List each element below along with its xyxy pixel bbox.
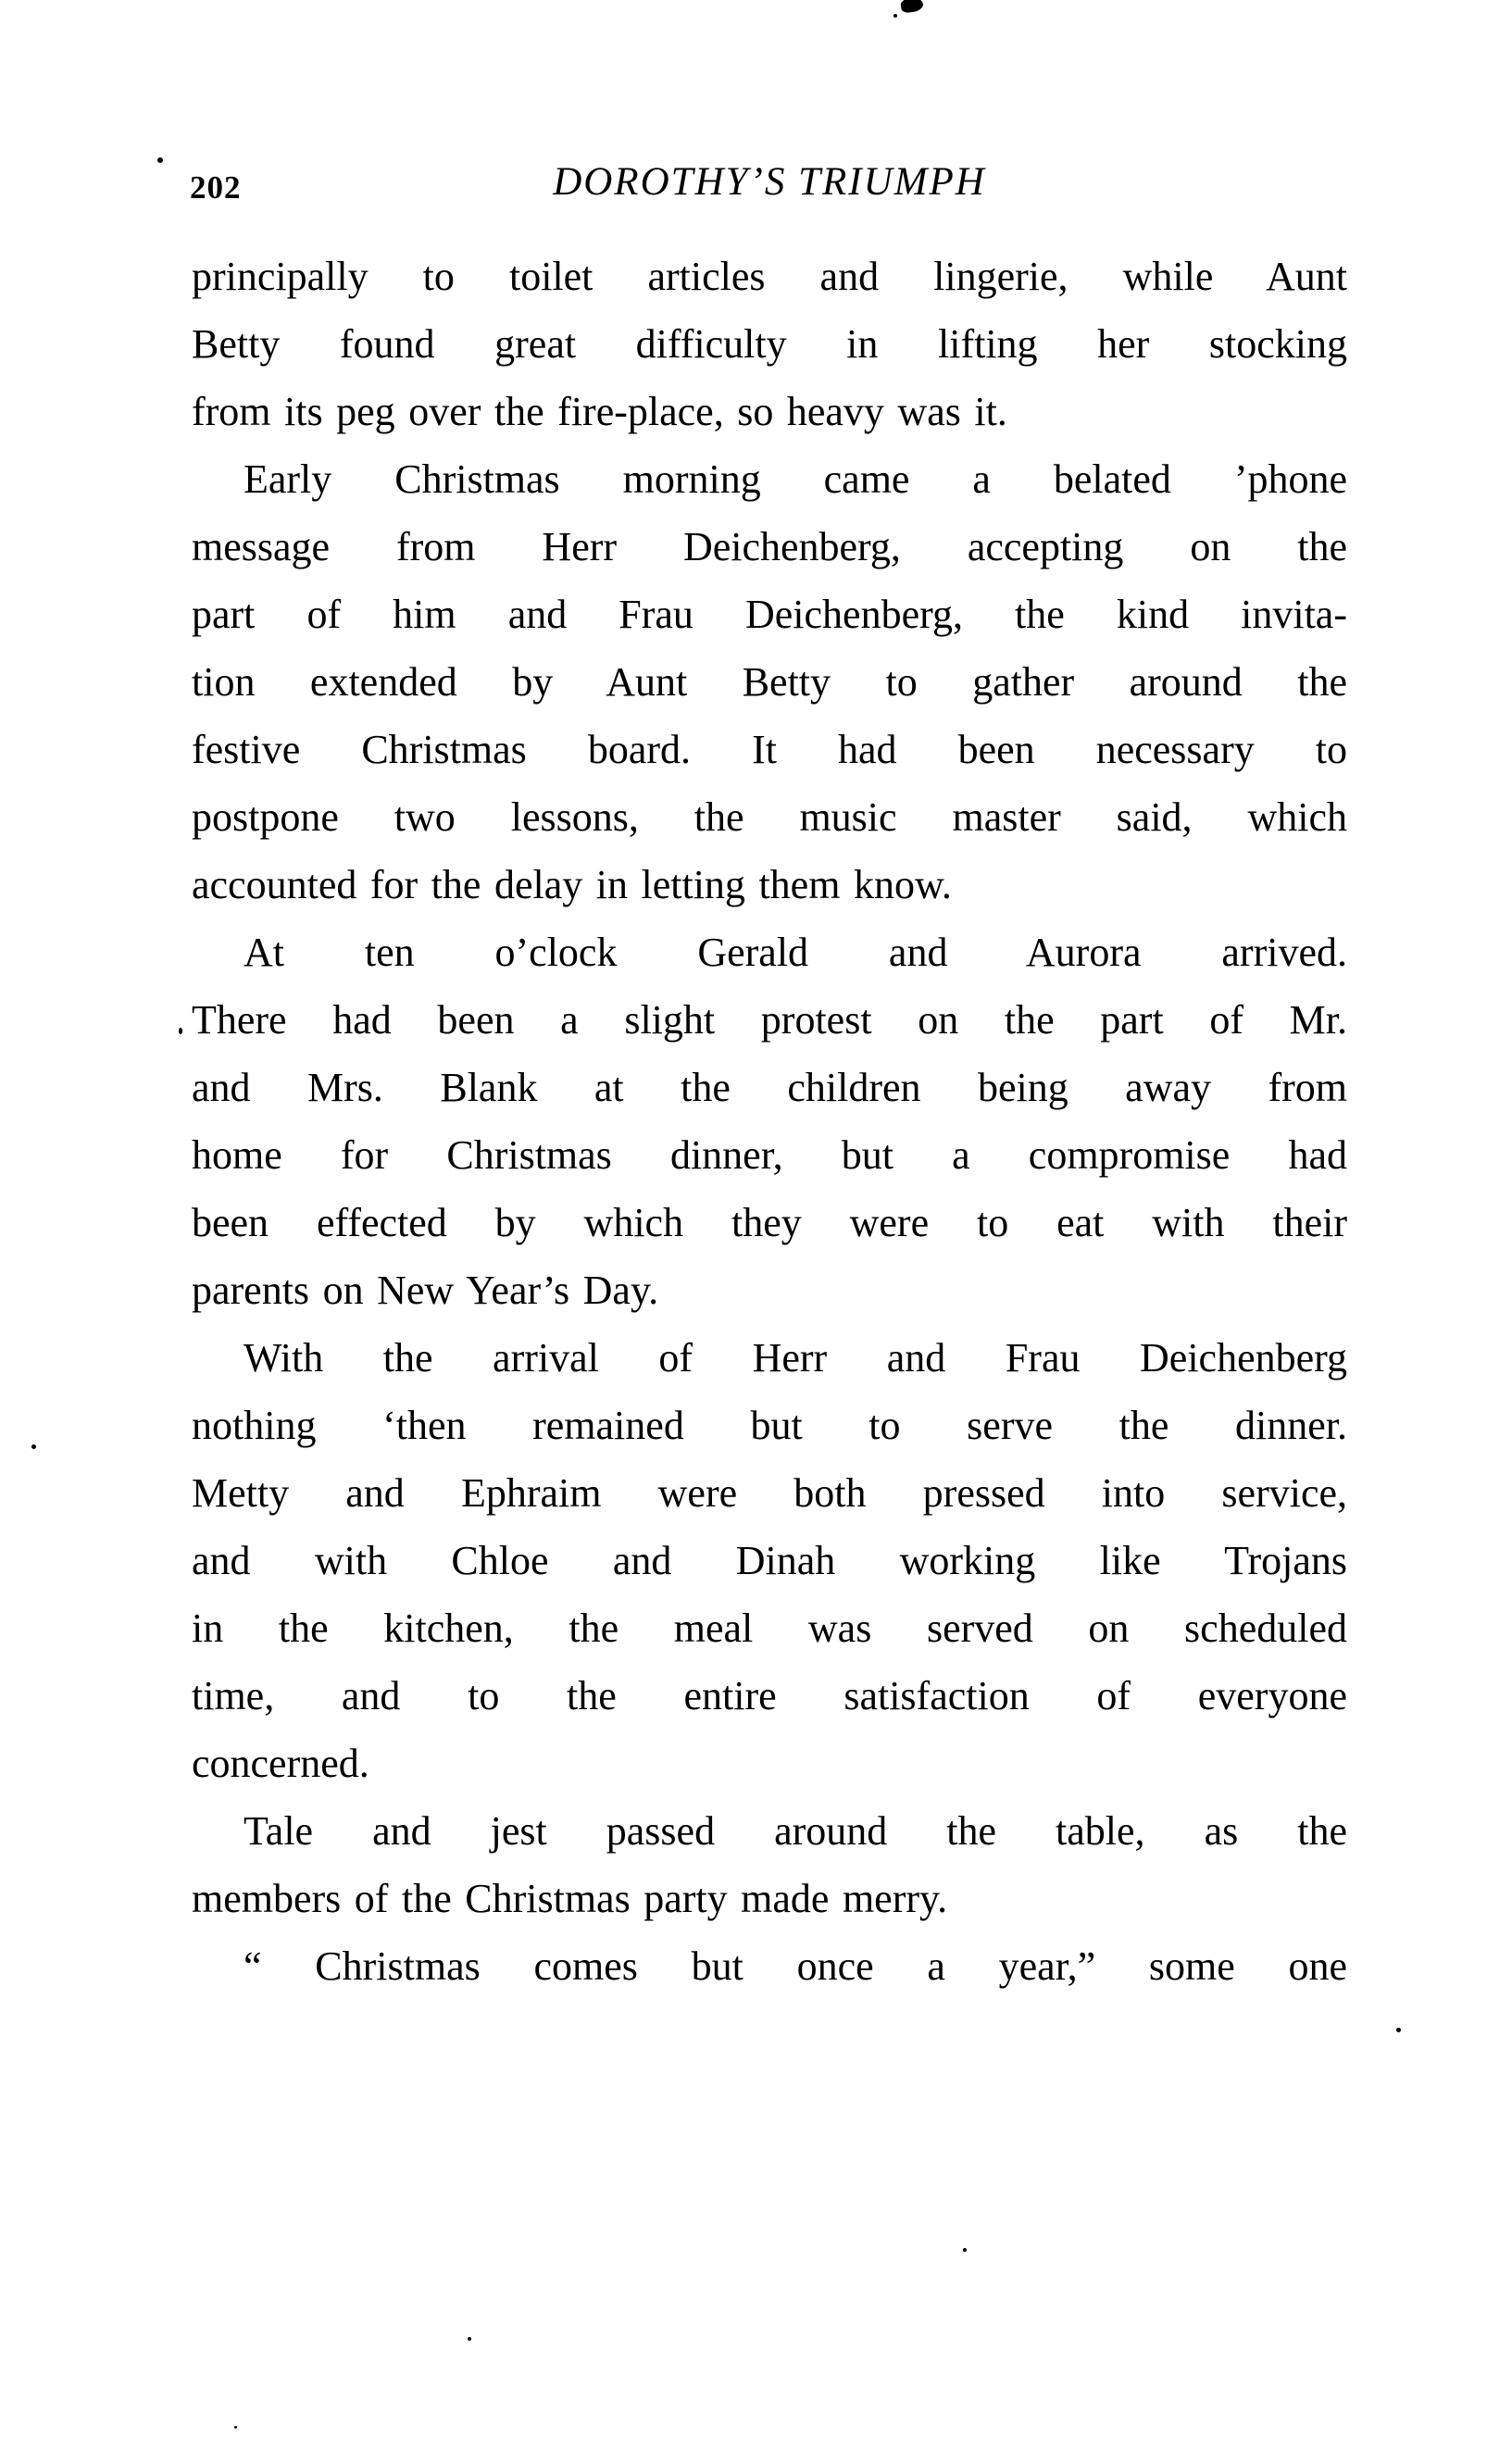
text-line: With the arrival of Herr and Frau Deichenberg [244,1335,1347,1381]
text-line: tion extended by Aunt Betty to gather around the [192,659,1347,705]
text-line: Tale and jest passed around the table, as the [244,1808,1347,1854]
text-line: concerned. [192,1741,369,1786]
text-line: in the kitchen, the meal was served on scheduled [192,1606,1347,1651]
ink-speck [893,14,897,18]
text-line: Early Christmas morning came a belated ’phone [244,456,1347,502]
running-title: DOROTHY’S TRIUMPH [553,160,986,204]
text-line: principally to toilet articles and lingerie, while Aunt [192,254,1347,299]
ink-speck [31,1444,36,1449]
text-line: nothing ‘then remained but to serve the dinner. [192,1403,1347,1448]
text-line: members of the Christmas party made merry. [192,1876,948,1921]
text-line: postpone two lessons, the music master said, which [192,794,1347,840]
text-line: festive Christmas board. It had been necessary to [192,727,1347,772]
text-line: parents on New Year’s Day. [192,1268,659,1313]
text-line: part of him and Frau Deichenberg, the kind invita- [192,592,1347,637]
ink-speck [179,1028,182,1034]
text-line: time, and to the entire satisfaction of everyone [192,1673,1347,1718]
text-line: At ten o’clock Gerald and Aurora arrived. [244,930,1347,975]
ink-speck [234,2426,237,2429]
text-line: home for Christmas dinner, but a compromise had [192,1132,1347,1178]
text-line: been effected by which they were to eat with their [192,1200,1347,1245]
ink-speck [1396,2028,1401,2032]
text-line: accounted for the delay in letting them know. [192,862,952,907]
ink-speck [157,157,163,163]
page-number: 202 [190,169,242,206]
text-line: and with Chloe and Dinah working like Trojans [192,1538,1347,1583]
body-text [192,243,1347,2000]
text-line: and Mrs. Blank at the children being away from [192,1065,1347,1110]
ink-blot [900,0,924,14]
text-line: “ Christmas comes but once a year,” some one [244,1943,1347,1989]
text-line: Metty and Ephraim were both pressed into service, [192,1470,1347,1516]
text-line: There had been a slight protest on the part of Mr. [192,997,1347,1043]
text-line: from its peg over the fire-place, so heavy was it. [192,389,1007,434]
ink-speck [468,2337,471,2341]
ink-speck [963,2248,967,2252]
text-line: message from Herr Deichenberg, accepting on the [192,524,1347,569]
text-line: Betty found great difficulty in lifting her stocking [192,321,1347,367]
